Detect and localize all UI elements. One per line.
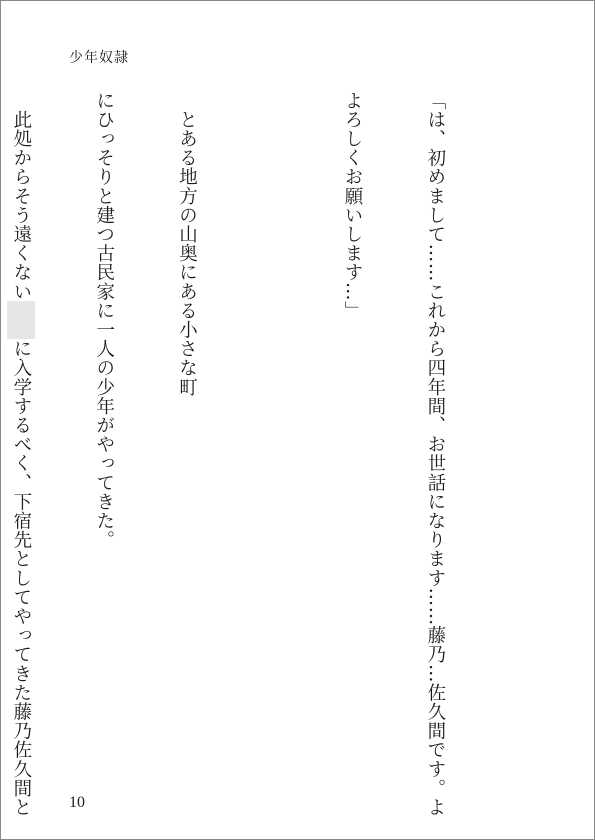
text-line-4: にひっそりと建つ古民家に一人の少年がやってきた。 [93,91,115,550]
text-line-2: よろしくお願いします…」 [342,91,364,321]
text-line-3: とある地方の山奥にある小さな町 [176,91,198,397]
text-line-5-before: 此処からそう遠くない [10,91,32,302]
redaction-box [7,301,35,339]
text-line-5-after: に入学するべく、下宿先としてやってきた藤乃佐久間と [10,339,32,817]
text-line-5 [7,91,35,817]
text-line-1: 「は、初めまして……これから四年間、お世話になります……藤乃…佐久間です。よ [424,91,446,817]
page-number: 10 [69,794,85,811]
running-header-title: 少年奴隷 [69,50,129,66]
text-line-blank [256,91,284,781]
